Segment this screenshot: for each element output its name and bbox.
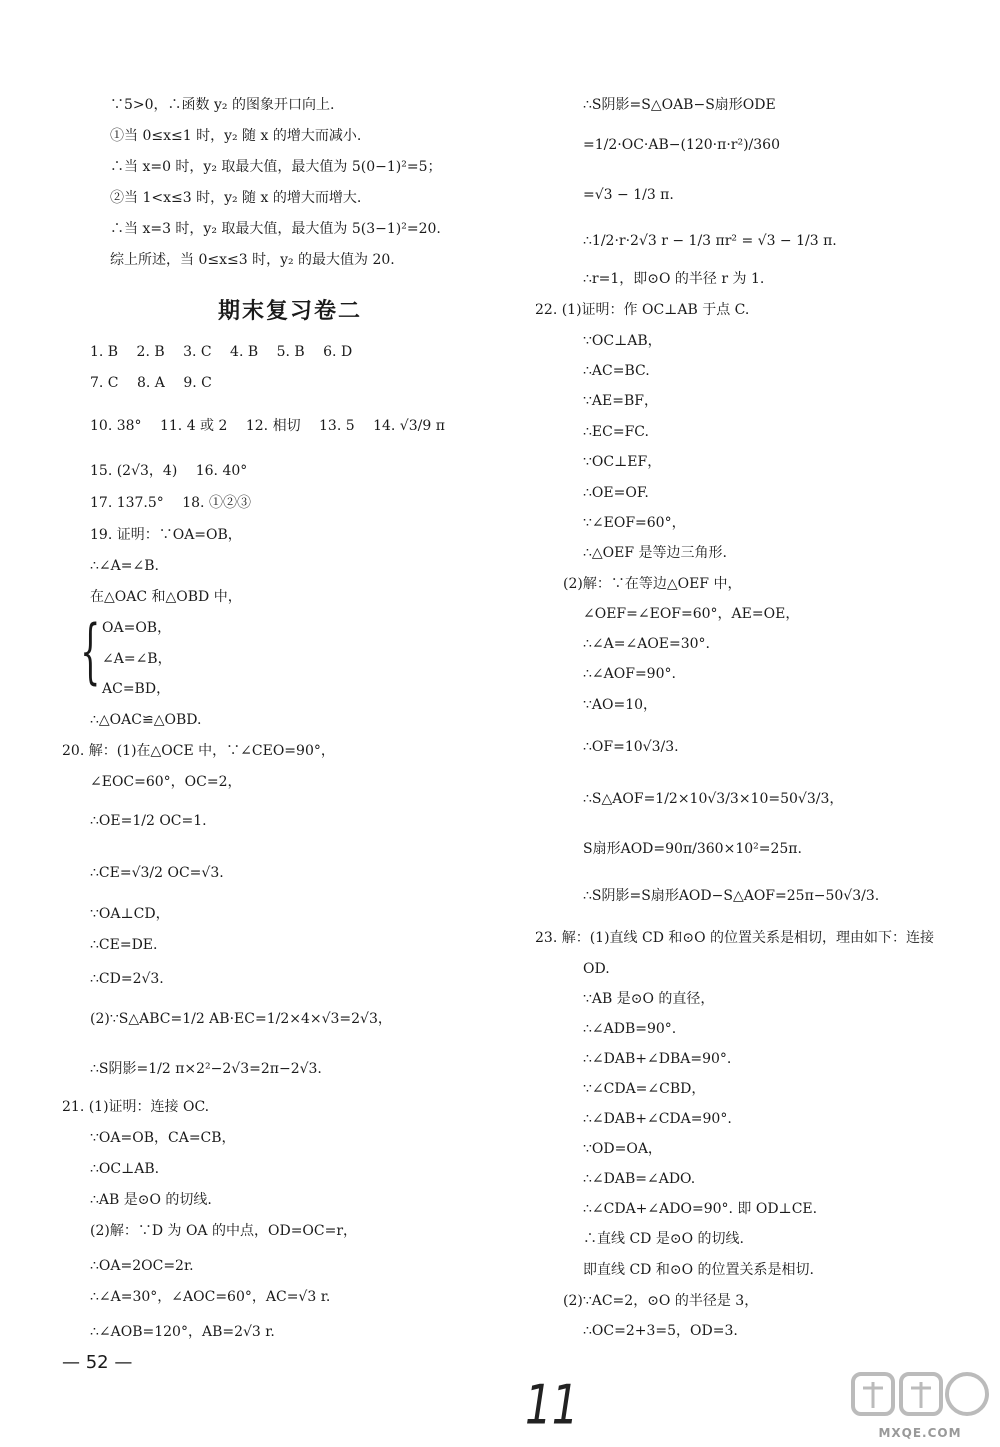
text-line: ∴AB 是⊙O 的切线. [90, 1192, 212, 1208]
text-line: ∴OC=2+3=5，OD=3. [583, 1323, 738, 1339]
text-line: OD. [583, 961, 610, 977]
text-line: S扇形AOD=90π/360×10²=25π. [583, 841, 802, 857]
text-line: (2)解：∵D 为 OA 的中点，OD=OC=r， [90, 1223, 358, 1239]
text-line: ∴∠DAB+∠DBA=90°. [583, 1051, 732, 1067]
text-line: ∴OE=1/2 OC=1. [90, 813, 207, 829]
text-line: ∵∠CDA=∠CBD， [583, 1081, 706, 1097]
text-line: ∴当 x=3 时，y₂ 取最大值，最大值为 5(3−1)²=20. [110, 221, 441, 237]
text-line: 在△OAC 和△OBD 中， [90, 589, 242, 605]
text-line: ∴∠ADB=90°. [583, 1021, 677, 1037]
text-line: ∵OC⊥EF， [583, 454, 662, 470]
text-line: =√3 − 1/3 π. [583, 187, 674, 203]
text-line: ∴△OEF 是等边三角形. [583, 545, 727, 561]
text-line: ∴∠A=30°，∠AOC=60°，AC=√3 r. [90, 1289, 331, 1305]
text-line: ∴∠DAB+∠CDA=90°. [583, 1111, 732, 1127]
brace-symbol: { [80, 610, 101, 692]
text-line: ∴CE=DE. [90, 937, 158, 953]
answer-row: 7. C 8. A 9. C [90, 375, 212, 391]
text-line: ∴OA=2OC=2r. [90, 1258, 194, 1274]
text-line: ②当 1<x≤3 时，y₂ 随 x 的增大而增大. [110, 190, 362, 206]
answer-row: 17. 137.5° 18. ①②③ [90, 495, 251, 511]
text-line: ∵AB 是⊙O 的直径， [583, 991, 715, 1007]
text-line: ∴∠A=∠AOE=30°. [583, 636, 711, 652]
text-line: ∵OD=OA， [583, 1141, 662, 1157]
answer-row: 1. B 2. B 3. C 4. B 5. B 6. D [90, 344, 353, 360]
text-line: ∴OE=OF. [583, 485, 649, 501]
text-line: ①当 0≤x≤1 时，y₂ 随 x 的增大而减小. [110, 128, 362, 144]
text-line: ∠EOC=60°，OC=2， [90, 774, 242, 790]
text-line: (2)∵S△ABC=1/2 AB·EC=1/2×4×√3=2√3， [90, 1011, 392, 1027]
watermark-logo-icon [845, 1368, 995, 1424]
page-number: — 52 — [62, 1352, 133, 1373]
section-title: 期末复习卷二 [217, 299, 362, 324]
text-line: OA=OB， [102, 620, 172, 636]
text-line: ∴∠AOB=120°，AB=2√3 r. [90, 1324, 275, 1340]
text-line: ∴1/2·r·2√3 r − 1/3 πr² = √3 − 1/3 π. [583, 233, 837, 249]
text-line: (2)解：∵在等边△OEF 中， [563, 576, 742, 592]
handwritten-mark: 11 [525, 1372, 579, 1437]
text-line: ∴AC=BC. [583, 363, 650, 379]
text-line: ∴直线 CD 是⊙O 的切线. [583, 1231, 744, 1247]
text-line: (2)∵AC=2，⊙O 的半径是 3， [563, 1293, 759, 1309]
text-line: ∠A=∠B， [102, 651, 172, 667]
text-line: ∴S△AOF=1/2×10√3/3×10=50√3/3， [583, 791, 844, 807]
text-line: 21. (1)证明：连接 OC. [62, 1099, 210, 1115]
text-line: 19. 证明：∵OA=OB， [90, 527, 242, 543]
text-line: ∠OEF=∠EOF=60°，AE=OE， [583, 606, 800, 622]
text-line: 23. 解：(1)直线 CD 和⊙O 的位置关系是相切，理由如下：连接 [535, 930, 935, 946]
text-line: =1/2·OC·AB−(120·π·r²)/360 [583, 137, 780, 153]
answer-row: 15. (2√3，4) 16. 40° [90, 463, 248, 479]
text-line: 综上所述，当 0≤x≤3 时，y₂ 的最大值为 20. [110, 252, 395, 268]
text-line: ∴当 x=0 时，y₂ 取最大值，最大值为 5(0−1)²=5； [110, 159, 442, 175]
text-line: ∴∠A=∠B. [90, 558, 159, 574]
text-line: ∴CD=2√3. [90, 971, 164, 987]
text-line: ∴∠DAB=∠ADO. [583, 1171, 696, 1187]
text-line: ∴S阴影=S扇形AOD−S△AOF=25π−50√3/3. [583, 888, 880, 904]
text-line: ∵5>0，∴函数 y₂ 的图象开口向上. [110, 97, 335, 113]
text-line: ∴△OAC≌△OBD. [90, 712, 202, 728]
text-line: ∴OC⊥AB. [90, 1161, 160, 1177]
watermark-text: MXQE.COM [878, 1426, 962, 1440]
text-line: ∴OF=10√3/3. [583, 739, 679, 755]
text-line: AC=BD， [102, 681, 171, 697]
text-line: ∵OC⊥AB， [583, 333, 662, 349]
text-line: ∴∠AOF=90°. [583, 666, 676, 682]
text-line: ∴S阴影=1/2 π×2²−2√3=2π−2√3. [90, 1061, 322, 1077]
text-line: ∵AO=10， [583, 697, 658, 713]
text-line: 22. (1)证明：作 OC⊥AB 于点 C. [535, 302, 750, 318]
text-line: ∵OA=OB，CA=CB， [90, 1130, 236, 1146]
text-line: ∴r=1，即⊙O 的半径 r 为 1. [583, 271, 765, 287]
answer-row: 10. 38° 11. 4 或 2 12. 相切 13. 5 14. √3/9 π [90, 418, 445, 434]
text-line: ∴EC=FC. [583, 424, 649, 440]
text-line: ∴CE=√3/2 OC=√3. [90, 865, 224, 881]
watermark-logo [845, 1368, 995, 1440]
text-line: ∵AE=BF， [583, 393, 658, 409]
text-line: ∴∠CDA+∠ADO=90°. 即 OD⊥CE. [583, 1201, 818, 1217]
text-line: ∵∠EOF=60°， [583, 515, 686, 531]
text-line: ∵OA⊥CD， [90, 906, 170, 922]
text-line: 20. 解：(1)在△OCE 中，∵∠CEO=90°， [62, 743, 335, 759]
text-line: 即直线 CD 和⊙O 的位置关系是相切. [583, 1262, 814, 1278]
text-line: ∴S阴影=S△OAB−S扇形ODE [583, 97, 776, 113]
